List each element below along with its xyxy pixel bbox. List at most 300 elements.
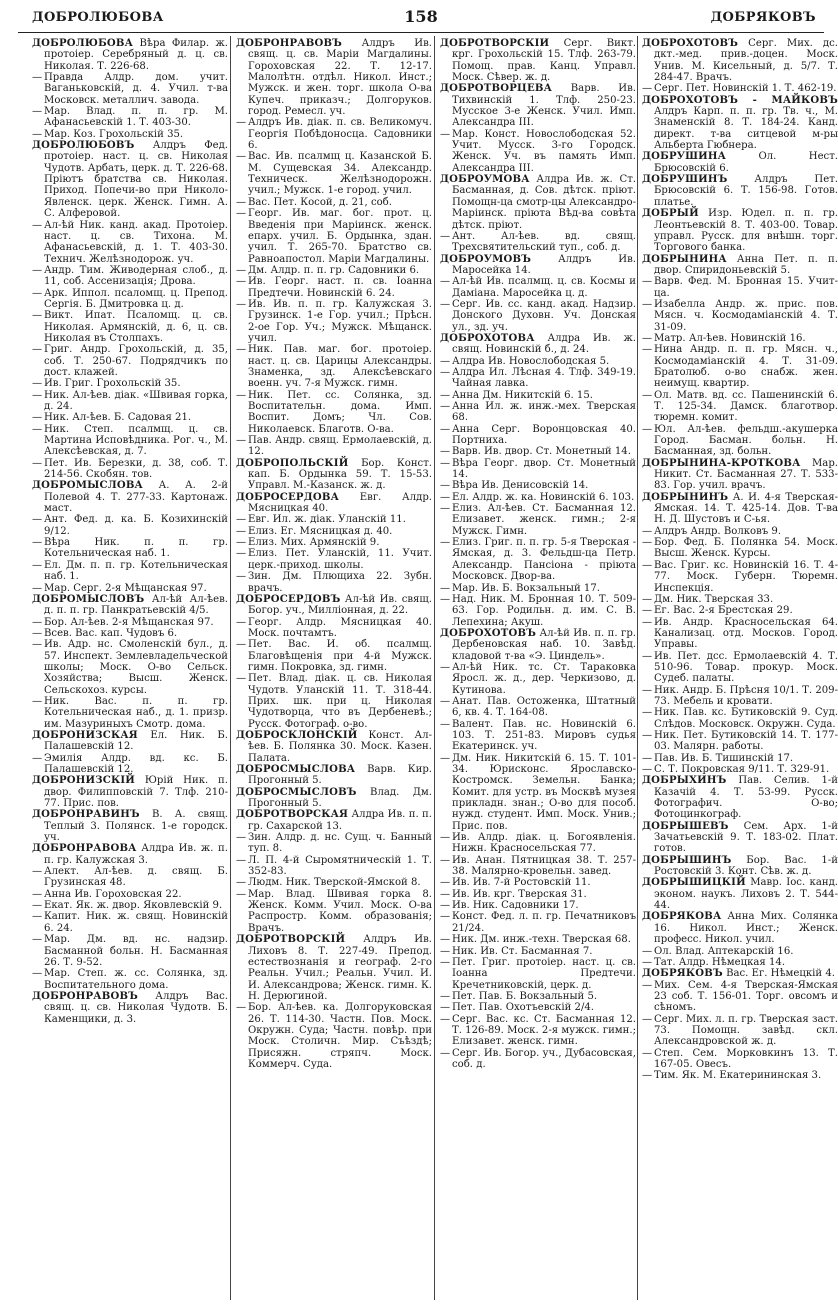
entry-surname: ДОБРЫХИНЪ [642,775,727,787]
entry-text: Вас. Ег. Нѣмецкій 4. [722,968,835,980]
directory-entry [440,957,636,991]
continuation-dash: — [440,480,451,492]
entry-text: Анна Мих. Солянка 16. Никол. Инст.; Женск. професс. Никол. учил. [654,911,838,946]
entry-text: Ив. Анан. Пятницкая 38. Т. 257-38. Малярно-кровельн. завед. [452,854,636,878]
continuation-dash: — [236,525,247,537]
continuation-dash: — [32,310,43,322]
continuation-dash: — [642,1013,653,1025]
continuation-dash: — [440,446,451,458]
directory-entry [642,390,838,424]
directory-entry [32,72,228,106]
directory-entry [642,980,838,1014]
continuation-dash: — [32,72,43,84]
entry-surname: ДОБРОЛЮБОВА [32,38,134,49]
directory-entry [642,753,838,764]
column-1 [32,38,228,1300]
entry-text: А. И. 4-я Тверская-Ямская. 14. Т. 425-14. Дов. Т-ва Н. Д. Шустовъ и С-ья. [654,491,838,526]
directory-entry [642,151,838,174]
entry-text: Бор. Конст. кап. Б. Ордынка 59. Т. 15-53. Управл. М.-Казанск. ж. д. [248,457,432,492]
directory-entry [440,583,636,594]
entry-text: Алдра Ив. п. п. гр. Сахарской 13. [248,809,432,832]
directory-entry [236,265,432,276]
directory-entry [440,662,636,696]
entry-surname: ДОБРЯКОВЪ [642,968,723,980]
entry-text: Серг. Пет. Новинскій 1. Т. 462-19. [654,83,837,95]
continuation-dash: — [32,900,43,912]
entry-text: Ал-ѣй Ив. п. п. гр. Дербеновская наб. 10. Завѣд. кладовой т-ва «Э. Циндель». [452,627,636,662]
directory-entry [236,208,432,265]
directory-entry [440,129,636,174]
continuation-dash: — [642,83,653,95]
continuation-dash: — [440,366,451,378]
entry-text: В. А. свящ. Теплый 3. Полянск. 1-е городск. уч. [44,809,228,844]
directory-entry [32,129,228,140]
directory-entry [32,288,228,311]
column-2 [236,38,432,1300]
entry-text: Ал-ѣй Ив. псалмщ. ц. св. Космы и Даміана. Маросейка ц. д. [452,276,636,299]
entry-text: Ив. Ив. 7-й Ростовскій 11. [452,877,591,889]
directory-entry [440,719,636,753]
entry-text: Над. Ник. М. Бронная 10. Т. 509-63. Гор. Родильн. д. им. С. В. Лепехина; Акуш. [452,593,636,628]
directory-entry [642,968,838,979]
directory-entry [236,889,432,934]
entry-text: Ив. Алдр. діак. ц. Богоявленія. Нижн. Красносельская 77. [452,832,636,855]
entry-text: Варв. Фед. М. Бронная 15. Учит-ца. [654,276,838,299]
columns-container [18,38,838,1300]
continuation-dash: — [32,559,43,571]
directory-entry [32,730,228,753]
entry-text: Матр. Ал-ѣев. Новинскій 16. [654,332,806,344]
entry-text: Алдра Ив. ж. свящ. Новинскій б., д. 24. [452,332,636,356]
entry-text: Георг. Алдр. Мясницкая 40. Моск. почтамтъ. [248,616,432,639]
entry-text: Ник. Ив. Ст. Басманная 7. [452,945,593,957]
directory-entry [642,651,838,685]
directory-entry [642,299,838,333]
directory-entry [32,38,228,72]
entry-text: Пет. Пав. Б. Вокзальный 5. [452,990,598,1002]
directory-entry [236,571,432,594]
entry-text: Елиз. Ег. Мясницкая д. 40. [248,525,393,537]
continuation-dash: — [440,877,451,889]
continuation-dash: — [32,378,43,390]
continuation-dash: — [32,582,43,594]
continuation-dash: — [32,866,43,878]
directory-entry [32,458,228,481]
entry-text: Ол. Матв. вд. сс. Пашенинскій 6. Т. 125-34. Дамск. благотвор. тюремн. комит. [654,389,838,424]
entry-text: Вас. Ив. псалмщ ц. Казанской Б. М. Сущевская 34. Александр. Техническ. Желѣзнодорожн. учил.; Мужск. 1-е город. учил. [248,151,432,197]
entry-text: Алдра Ив. ж. Ст. Басманная, д. Сов. дѣтск. пріют. Помощн-ца смотр-цы Александро-Маріинск. пріюта Вѣд-ва совѣта дѣтск. пріют. [452,174,636,231]
continuation-dash: — [236,298,247,310]
entry-text: Георг. Ив. маг. бог. прот. ц. Введенія при Маріинск. женск. епарх. учил. Б. Ордынка, здан. учил. Т. 265-70. Братство св. Равноапостол. Маріи Магдалины. [248,208,432,265]
continuation-dash: — [642,605,653,617]
directory-entry [440,174,636,231]
directory-entry [642,38,838,83]
continuation-dash: — [642,945,653,957]
entry-text: Мар. Влад. Швивая горка 8. Женск. Комм. Учил. Моск. О-ва Распростр. Комм. образованія; Врачъ. [248,888,432,934]
directory-entry [440,889,636,900]
entry-text: Мавр. Іос. канд. эконом. наукъ. Лиховъ 2. Т. 544-44. [654,877,838,912]
entry-text: Ник. Дм. инж.-техн. Тверская 68. [452,934,631,946]
directory-entry [32,412,228,423]
entry-text: Эмилія Алдр. вд. кс. Б. Палашевскій 12. [44,752,228,775]
entry-text: Викт. Ипат. Псаломщ. ц. св. Николая. Армянскій, д. 6, ц. св. Николая въ Столпахъ. [44,310,228,344]
entry-text: Дм. Алдр. п. п. гр. Садовники 6. [248,264,420,276]
continuation-dash: — [32,537,43,549]
entry-text: Евг. Ил. ж. діак. Уланскій 11. [248,514,406,526]
entry-text: Ел. Дм. п. п. гр. Котельническая наб. 1. [44,559,228,583]
entry-surname: ДОБРОНИЗСКАЯ [32,729,138,741]
entry-text: Серг. Мих. дс. дкт.-мед. прив.-доцен. Моск. Унив. М. Кисельный, д. 5/7. Т. 284-47. Врачъ. [654,38,838,84]
entry-text: Мар. Ив. Б. Вокзальный 17. [452,582,600,594]
directory-entry [236,344,432,389]
directory-entry [440,503,636,537]
continuation-dash: — [236,117,247,129]
continuation-dash: — [236,389,247,401]
directory-entry [642,174,838,208]
directory-entry [236,299,432,344]
directory-entry [32,889,228,900]
directory-entry [236,639,432,673]
directory-entry [440,254,636,277]
entry-text: Влад. Дм. Прогонный 5. [248,786,432,810]
entry-surname: ДОБРОТВОРСКІЙ [440,38,550,49]
continuation-dash: — [236,1002,247,1014]
entry-text: Ив. Георг. наст. п. св. Іоанна Предтечи. Новинскій 6. 24. [248,276,432,299]
directory-entry [440,83,636,128]
directory-entry [32,900,228,911]
entry-text: Ив. Ив. крг. Тверская 31. [452,888,587,900]
continuation-dash: — [440,389,451,401]
directory-entry [440,855,636,878]
directory-entry [440,628,636,662]
entry-surname: ДОБРОТВОРСКІЙ [236,934,346,946]
entry-text: Правда Алдр. дом. учит. Ваганьковскій, д. 4. Учил. т-ва Московск. металлич. завода. [44,72,228,106]
entry-surname: ДОБРОНРАВОВА [32,843,137,855]
entry-text: Ник. Пет. Бутиковскій 14. Т. 177-03. Малярн. работы. [654,729,838,753]
entry-surname: ДОБРУШИНЪ [642,174,728,186]
entry-text: Изр. Юдел. п. п. гр. Леонтьевскій 8. Т. 403-00. Товар. управл. Русск. для внѣшн. торг. Торгового банка. [654,208,838,254]
continuation-dash: — [440,457,451,469]
entry-text: Пав. Андр. свящ. Ермолаевскій, д. 12. [248,435,432,458]
directory-entry [236,117,432,151]
entry-text: Валент. Пав. нс. Новинскій 6. 103. Т. 251-83. Мировъ судья Екатеринск. уч. [452,718,636,753]
continuation-dash: — [642,537,653,549]
directory-entry [236,492,432,515]
directory-entry [642,1014,838,1048]
directory-entry [236,877,432,888]
entry-surname: ДОБРОХОТОВА [440,332,535,344]
continuation-dash: — [440,503,451,515]
entry-text: Вѣра Ник. п. п. гр. Котельническая наб. 1. [44,537,228,560]
directory-entry [236,526,432,537]
continuation-dash: — [440,582,451,594]
directory-entry [440,333,636,356]
entry-surname: ДОБРЯКОВА [642,911,722,923]
entry-text: Ник. Пав. кс. Бутиковскій 9. Суд. Слѣдов. Московск. Окружн. Суда. [654,707,838,730]
continuation-dash: — [32,423,43,435]
directory-entry [32,775,228,809]
entry-text: Варв. Кир. Прогонный 5. [248,764,432,787]
directory-entry [440,424,636,447]
entry-text: Ант. Ал-ѣев. вд. свящ. Трехсвятительский туп., соб. д. [452,230,636,254]
entry-text: Серг. Ив. Богор. уч., Дубасовская, соб. д. [452,1047,636,1070]
entry-text: Мар. Степ. ж. сс. Солянка, зд. Воспитательного дома. [44,968,228,991]
directory-page [18,6,838,1306]
entry-text: А. А. 2-й Полевой 4. Т. 277-33. Картонаж. маст. [44,480,228,515]
entry-surname: ДОБРОНРАВОВЪ [32,990,139,1002]
entry-surname: ДОБРОСМЫСЛОВА [236,764,356,775]
directory-entry [642,344,838,389]
entry-text: Арк. Иппол. псаломщ. ц. Препод. Сергія. Б. Дмитровка ц. д. [44,287,228,310]
entry-text: Варв. Ив. Тихвинскій 1. Тлф. 250-23. Мусское 3-е Женск. Учил. Имп. Александра III. [452,83,636,129]
entry-text: Тат. Алдр. Нѣмецкая 14. [654,956,786,968]
continuation-dash: — [642,616,653,628]
directory-entry [642,911,838,945]
directory-entry [32,514,228,537]
entry-text: Вѣра Ив. Денисовскій 14. [452,480,589,492]
directory-entry [642,617,838,651]
directory-entry [440,446,636,457]
entry-surname: ДОБРОУМОВЪ [440,253,532,265]
entry-surname: ДОБРОНИЗСКІЙ [32,775,136,787]
continuation-dash: — [236,208,247,220]
entry-text: Елиз. Григ. п. п. гр. 5-я Тверская - Ямская, д. 3. Фельдш-ца Петр. Александр. Пансіона - пріюта Московск. Двор-ва. [452,537,636,583]
directory-entry [236,809,432,832]
entry-text: Пет. Ив. Березки, д. 38, соб. Т. 214-56. Скобян. тов. [44,457,228,481]
continuation-dash: — [642,729,653,741]
continuation-dash: — [32,695,43,707]
directory-entry [440,1014,636,1048]
directory-entry [642,957,838,968]
entry-text: Елиз. Ал-ѣев. Ст. Басманная 12. Елизавет. женск. гимн.; 2-я Мужск. Гимн. [452,503,636,537]
entry-text: Ол. Нест. Брюсовскій 6. [654,151,838,174]
entry-text: Л. П. 4-й Сыромятническій 1. Т. 352-83. [248,854,432,878]
entry-text: Ант. Фед. д. ка. Б. Козихинскій 9/12. [44,514,228,537]
continuation-dash: — [440,945,451,957]
continuation-dash: — [32,911,43,923]
entry-text: Капит. Ник. ж. свящ. Новинскій 6. 24. [44,911,228,934]
directory-entry [440,696,636,719]
directory-entry [642,1048,838,1071]
continuation-dash: — [440,934,451,946]
entry-text: С. Т. Покровская 9/11. Т. 329-91. [654,764,830,775]
continuation-dash: — [440,401,451,412]
entry-text: Анна Дм. Никитскій 6. 15. [452,389,593,401]
continuation-dash: — [642,1070,653,1082]
entry-text: Елиз. Пет. Уланскій, 11. Учит. церк.-приход. школы. [248,548,432,571]
continuation-dash: — [236,616,247,628]
entry-text: Екат. Як. ж. двор. Яковлевскій 9. [44,900,223,912]
entry-surname: ДОБРОСЕРДОВА [236,491,340,503]
entry-text: Мар. Влад. п. п. гр. М. Афанасьевскій 1. Т. 403-30. [44,106,228,129]
entry-text: Алдра Ил. Лѣсная 4. Тлф. 349-19. Чайная лавка. [452,366,636,390]
entry-text: Пет. Пав. Охотъевскій 2/4. [452,1002,594,1014]
entry-text: Ел. Ник. Б. Палашевскій 12. [44,729,228,753]
continuation-dash: — [440,832,451,844]
entry-text: Варв. Ив. двор. Ст. Монетный 14. [452,446,631,458]
continuation-dash: — [642,707,653,719]
continuation-dash: — [236,832,247,844]
continuation-dash: — [642,332,653,344]
directory-entry [642,537,838,560]
continuation-dash: — [32,264,43,276]
entry-text: Анна Серг. Воронцовская 40. Портниха. [452,423,636,447]
continuation-dash: — [440,1013,451,1025]
entry-text: Елиз. Мих. Армянскій 9. [248,537,380,549]
directory-entry [440,832,636,855]
directory-entry [236,730,432,764]
entry-surname: ДОБРОТВОРЦЕВА [440,83,552,95]
entry-surname: ДОБРОНРАВОВЪ [236,38,343,49]
continuation-dash: — [236,514,247,526]
entry-surname: ДОБРЫНИНА [642,253,727,265]
directory-entry [440,367,636,390]
directory-entry [236,197,432,208]
entry-text: Анна Пет. п. п. двор. Спиридоньевскій 5. [654,253,838,276]
entry-text: Ел. Алдр. ж. ка. Новинскій 6. 103. [452,491,635,503]
continuation-dash: — [642,559,653,571]
entry-surname: ДОБРОМЫСЛОВА [32,480,143,492]
continuation-dash: — [32,106,43,118]
continuation-dash: — [642,956,653,968]
directory-entry [32,583,228,594]
entry-text: Ник. Ал-ѣев. діак. «Швивая горка, д. 24. [44,389,228,412]
continuation-dash: — [32,128,43,140]
continuation-dash: — [440,888,451,900]
continuation-dash: — [642,752,653,764]
entry-text: Вѣра Филар. ж. протоіер. Серебряный д. ц. св. Николая. Т. 226-68. [44,38,228,72]
entry-text: Алдръ Фед. протоіер. наст. ц. св. Николая Чудотв. Арбать, церк. д. Т. 226-68. Пріютъ братства св. Николая. Приход. Попечи-во при Николо-Явленск. церк. Женск. Гимн. А. С. Алферовой. [44,140,228,220]
continuation-dash: — [440,537,451,549]
directory-entry [642,95,838,152]
entry-surname: ДОБРОЛЮБОВЪ [32,140,135,152]
entry-text: Григ. Андр. Грохольскій, д. 35, соб. Т. 250-67. Подрядчикъ по дост. клажей. [44,344,228,378]
directory-entry [642,492,838,526]
entry-surname: ДОБРОХОТОВЪ - МАЙКОВЪ [642,94,838,106]
directory-entry [642,333,838,344]
directory-entry [642,855,838,878]
entry-text: Алдра Ив. ж. п. п. гр. Калужская 3. [44,843,228,866]
entry-surname: ДОБРЫНИНЪ [642,491,729,503]
directory-entry [236,787,432,810]
entry-text: Серг. Мих. л. п. гр. Тверская заст. 73. Помощн. завѣд. скл. Александровской ж. д. [654,1013,838,1048]
directory-entry [32,480,228,514]
column-3 [440,38,636,1300]
entry-text: Ник. Степ. псалмщ. ц. св. Мартина Исповѣдника. Рог. ч., М. Алексѣевская, д. 7. [44,423,228,458]
directory-entry [440,276,636,299]
directory-entry [32,696,228,730]
continuation-dash: — [32,219,43,231]
continuation-dash: — [32,968,43,980]
directory-entry [32,560,228,583]
entry-text: Вас. Григ. кс. Новинскій 16. Т. 4-77. Моск. Губерн. Тюремн. Инспекція. [654,559,838,594]
entry-text: Бор. Ал-ѣев. ка. Долгоруковская 26. Т. 114-30. Частн. Пов. Моск. Окружн. Суда; Частн. повѣр. при Моск. Столичн. Мир. Съѣздѣ; Присяжн. стряпч. Моск. Коммерч. Суда. [248,1002,432,1070]
entry-surname: ДОБРОСКЛОНСКІЙ [236,729,358,741]
directory-entry [32,106,228,129]
continuation-dash: — [236,571,247,583]
directory-entry [642,1070,838,1081]
entry-text: Юрій Ник. п. двор. Филипповскій 7. Тлф. 210-77. Прис. пов. [44,775,228,810]
directory-entry [440,753,636,832]
entry-text: Мар. Никит. Ст. Басманная 27. Т. 533-83. Гор. учил. врачъ. [654,457,838,492]
continuation-dash: — [32,344,43,356]
directory-entry [236,390,432,435]
directory-entry [440,877,636,888]
directory-entry [32,934,228,968]
directory-entry [440,1002,636,1013]
directory-entry [440,458,636,481]
continuation-dash: — [440,491,451,503]
entry-text: Алдръ Ив. свящ. ц. св. Маріи Магдалины. Гороховская 22. Т. 12-17. Малолѣтн. отдѣл. Никол. Инст.; Мужск. и жен. торг. школа О-ва Купеч. приказч.; Долгоруков. город. Ремесл. уч. [248,38,432,118]
directory-entry [32,390,228,413]
directory-entry [32,140,228,219]
page-number: 158 [404,7,438,26]
entry-text: Ив. Андр. Красносельская 64. Канализац. отд. Москов. Город. Управы. [654,616,838,651]
directory-entry [440,537,636,582]
directory-entry [642,877,838,911]
continuation-dash: — [440,230,451,242]
entry-text: Ник. Андр. Б. Прѣсня 10/1. Т. 209-73. Мебель и кровати. [654,684,838,707]
directory-entry [236,276,432,299]
entry-surname: ДОБРЫШЕВЪ [642,820,729,832]
entry-surname: ДОБРОМЫСЛОВЪ [32,593,145,605]
directory-entry [32,628,228,639]
continuation-dash: — [440,355,451,367]
continuation-dash: — [440,661,451,673]
directory-entry [236,38,432,117]
entry-surname: ДОБРЫШИЦКІЙ [642,877,746,889]
entry-text: Ег. Вас. 2-я Брестская 29. [654,605,793,617]
directory-entry [32,991,228,1025]
continuation-dash: — [236,548,247,560]
entry-text: Пет. Влад. діак. ц. св. Николая Чудотв. Уланскій 11. Т. 318-44. Прих. шк. при ц. Николая Чудотворца, что въ Дербеневѣ.; Русск. Фотограф. о-во. [248,673,432,730]
directory-entry [642,730,838,753]
entry-surname: ДОБРОУМОВА [440,174,530,186]
continuation-dash: — [236,877,247,889]
continuation-dash: — [642,298,653,310]
directory-entry [440,38,636,83]
directory-entry [32,753,228,776]
entry-text: Ник. Пав. маг. бог. протоіер. наст. ц. св. Царицы Александры. Знаменка, зд. Алексѣевскаго военн. уч. 7-я Мужск. гимн. [248,344,432,390]
continuation-dash: — [32,627,43,639]
entry-text: Серг. Вас. кс. Ст. Басманная 12. Т. 126-89. Моск. 2-я мужск. гимн.; Елизавет. женск. гимн. [452,1013,636,1048]
directory-entry [440,911,636,934]
continuation-dash: — [642,1047,653,1059]
continuation-dash: — [440,990,451,1002]
directory-entry [32,378,228,389]
continuation-dash: — [236,537,247,549]
continuation-dash: — [642,423,653,435]
directory-entry [32,968,228,991]
entry-text: Ал-ѣй Ив. свящ. Богор. уч., Милліонная, д. 22. [248,593,432,617]
entry-text: Бор. Фед. Б. Полянка 54. Моск. Высш. Женск. Курсы. [654,537,838,560]
directory-entry [236,617,432,640]
continuation-dash: — [32,287,43,299]
directory-entry [32,220,228,265]
directory-entry [440,900,636,911]
entry-text: Ол. Влад. Аптекарскій 16. [654,945,794,957]
entry-text: Вас. Пет. Косой, д. 21, соб. [248,196,392,208]
entry-text: Алдръ Ив. Лиховъ 8. Т. 227-49. Препод. естествознанія и географ. 2-го Реальн. Учил.; Реальн. Учил. И. И. Александрова; Женск. гимн. К. Н. Дерюгиной. [248,934,432,1002]
entry-text: Изабелла Андр. ж. прис. пов. Мясн. ч. Космодаміанскій 4. Т. 31-09. [654,298,838,333]
entry-text: Степ. Сем. Морковкинъ 13. Т. 167-05. Овесъ. [654,1047,838,1070]
entry-text: Мар. Конст. Новослободская 52. Учит. Мусск. 3-го Городск. Женск. Уч. въ память Имп. Александра III. [452,128,636,174]
entry-text: Людм. Ник. Тверской-Ямской 8. [248,877,421,889]
directory-entry [32,866,228,889]
entry-text: Анна Ив. Гороховская 22. [44,888,182,900]
entry-text: Пет. Вас. И. об. псалмщ. Благовѣщенія при 4-й Мужск. гимн. Покровка, зд. гимн. [248,639,432,673]
directory-entry [642,254,838,277]
